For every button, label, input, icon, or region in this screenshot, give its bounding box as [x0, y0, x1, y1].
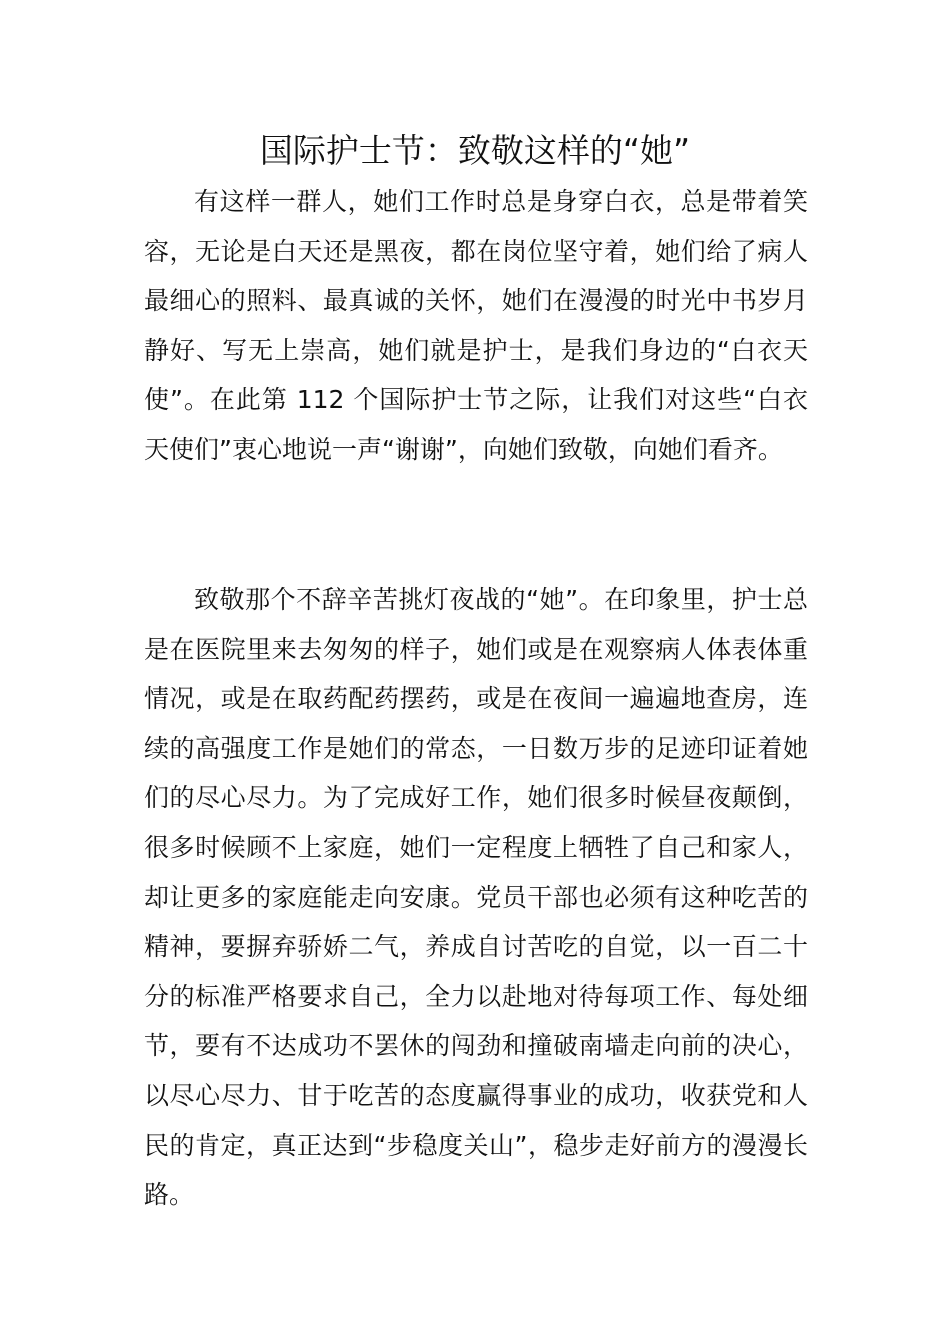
body-paragraph: 有这样一群人，她们工作时总是身穿白衣，总是带着笑容，无论是白天还是黑夜，都在岗位坚守着，她们给了病人最细心的照料、最真诚的关怀，她们在漫漫的时光中书岁月静好、写无上崇高，她们就是护士，是我们身边的“白衣天使”。在此第 112 个国际护士节之际，让我们对这些“白衣天使们”衷心地说一声“谢谢”，向她们致敬，向她们看齐。: [144, 187, 808, 464]
body-paragraph: 致敬那个不辞辛苦挑灯夜战的“她”。在印象里，护士总是在医院里来去匆匆的样子，她们或是在观察病人体表体重情况，或是在取药配药摆药，或是在夜间一遍遍地查房，连续的高强度工作是她们的常态，一日数万步的足迹印证着她们的尽心尽力。为了完成好工作，她们很多时候昼夜颠倒，很多时候顾不上家庭，她们一定程度上牺牲了自己和家人，却让更多的家庭能走向安康。党员干部也必须有这种吃苦的精神，要摒弃骄娇二气，养成自讨苦吃的自觉，以一百二十分的标准严格要求自己，全力以赴地对待每项工作、每处细节，要有不达成功不罢休的闯劲和撞破南墙走向前的决心，以尽心尽力、甘于吃苦的态度赢得事业的成功，收获党和人民的肯定，真正达到“步稳度关山”，稳步走好前方的漫漫长路。: [144, 585, 808, 1210]
document-title: 国际护士节：致敬这样的“她”: [259, 131, 691, 170]
